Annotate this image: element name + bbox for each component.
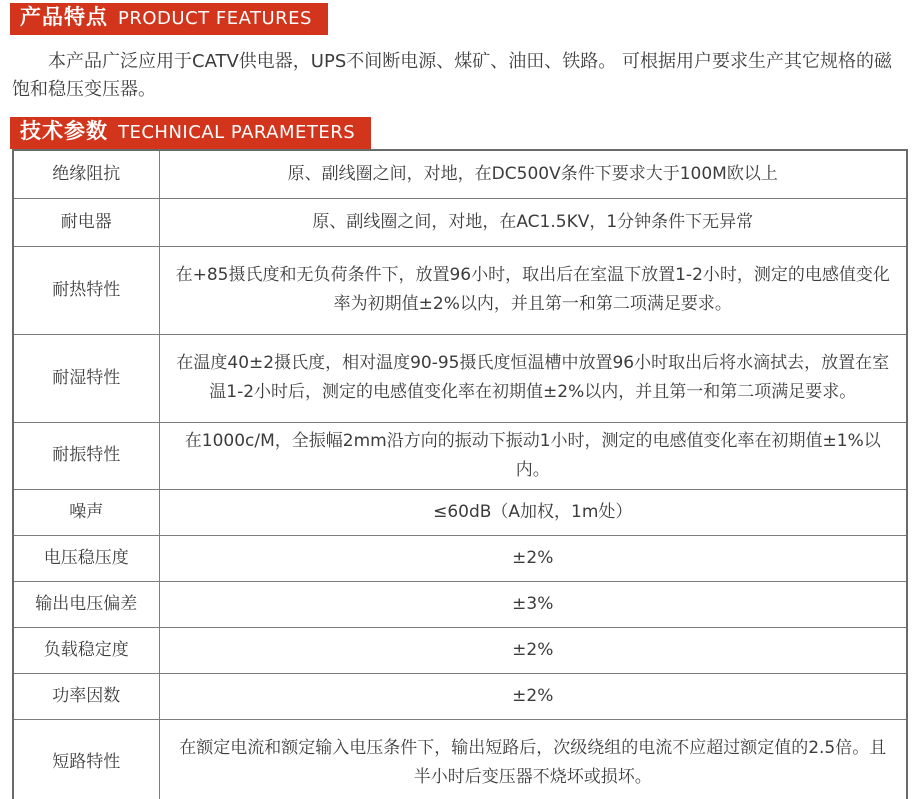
parameter-name-cell: 耐湿特性 <box>13 334 159 422</box>
parameter-row <box>13 334 907 422</box>
parameter-row <box>13 627 907 673</box>
parameter-name-cell: 绝缘阻抗 <box>13 150 159 198</box>
parameter-name-cell: 噪声 <box>13 489 159 535</box>
parameter-row <box>13 673 907 719</box>
parameter-row <box>13 535 907 581</box>
parameter-value-cell: 原、副线圈之间，对地，在AC1.5KV，1分钟条件下无异常 <box>159 198 907 246</box>
parameter-name-cell: 功率因数 <box>13 673 159 719</box>
parameter-value-cell: 在额定电流和额定输入电压条件下，输出短路后，次级绕组的电流不应超过额定值的2.5倍。且半小时后变压器不烧坏或损坏。 <box>159 719 907 799</box>
parameter-row <box>13 246 907 334</box>
parameter-name-cell: 短路特性 <box>13 719 159 799</box>
parameter-value-cell: ±3% <box>159 581 907 627</box>
parameter-name-cell: 耐振特性 <box>13 422 159 489</box>
parameters-title-cn: 技术参数 <box>20 119 108 143</box>
section-header-product-features <box>10 3 328 35</box>
parameters-header-row <box>0 117 920 149</box>
parameter-name-cell: 耐电器 <box>13 198 159 246</box>
product-description: 本产品广泛应用于CATV供电器，UPS不间断电源、煤矿、油田、铁路。 可根据用户要求生产其它规格的磁饱和稳压变压器。 <box>12 51 892 100</box>
parameters-table-body <box>13 150 907 799</box>
parameter-row <box>13 489 907 535</box>
parameter-row <box>13 198 907 246</box>
parameter-value-cell: ≤60dB（A加权，1m处） <box>159 489 907 535</box>
parameter-name-cell: 负载稳定度 <box>13 627 159 673</box>
parameters-title-en: TECHNICAL PARAMETERS <box>118 122 356 143</box>
parameter-value-cell: 在1000c/M，全振幅2mm沿方向的振动下振动1小时，测定的电感值变化率在初期值±1%以内。 <box>159 422 907 489</box>
parameter-row <box>13 150 907 198</box>
parameter-value-cell: 原、副线圈之间，对地，在DC500V条件下要求大于100M欧以上 <box>159 150 907 198</box>
parameter-row <box>13 422 907 489</box>
features-title-cn: 产品特点 <box>20 5 108 29</box>
parameter-name-cell: 电压稳压度 <box>13 535 159 581</box>
parameter-row <box>13 719 907 799</box>
section-header-technical-parameters <box>10 117 371 149</box>
features-header-row <box>0 0 920 32</box>
parameter-value-cell: 在温度40±2摄氏度，相对温度90-95摄氏度恒温槽中放置96小时取出后将水滴拭去，放置在室温1-2小时后，测定的电感值变化率在初期值±2%以内，并且第一和第二项满足要求。 <box>159 334 907 422</box>
parameter-value-cell: ±2% <box>159 535 907 581</box>
parameter-name-cell: 输出电压偏差 <box>13 581 159 627</box>
parameter-row <box>13 581 907 627</box>
features-title-en: PRODUCT FEATURES <box>118 8 312 29</box>
parameter-value-cell: ±2% <box>159 627 907 673</box>
parameter-value-cell: ±2% <box>159 673 907 719</box>
technical-parameters-table <box>12 149 908 799</box>
parameter-name-cell: 耐热特性 <box>13 246 159 334</box>
parameter-value-cell: 在+85摄氏度和无负荷条件下，放置96小时，取出后在室温下放置1-2小时，测定的电感值变化率为初期值±2%以内，并且第一和第二项满足要求。 <box>159 246 907 334</box>
